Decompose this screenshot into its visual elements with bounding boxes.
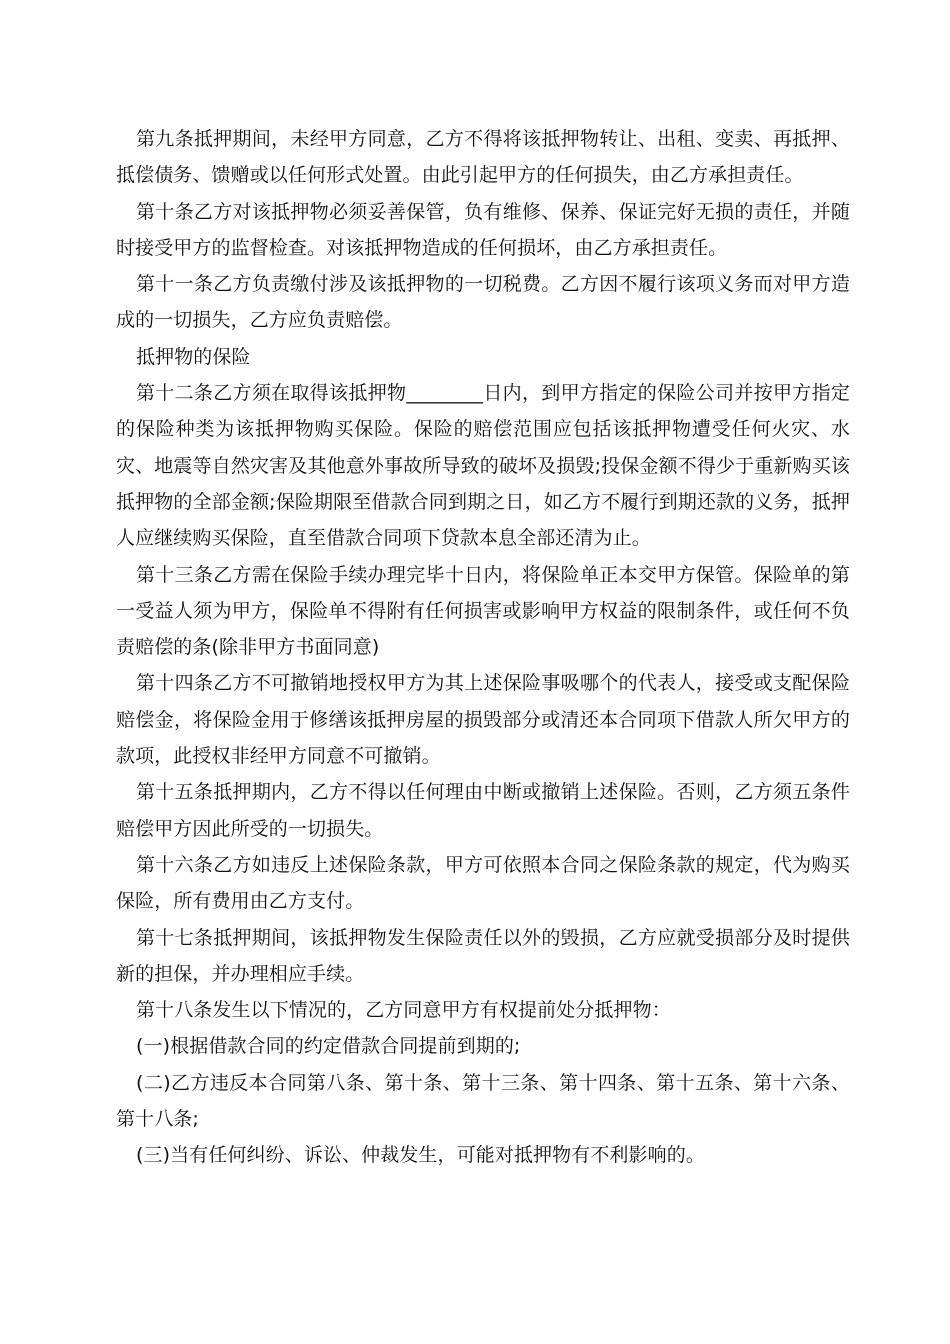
- article-18-item-1: (一)根据借款合同的约定借款合同提前到期的;: [136, 1035, 521, 1058]
- article-16: 第十六条乙方如违反上述保险条款，甲方可依照本合同之保险条款的规定，代为购买保险，所有费用由乙方支付。: [116, 853, 850, 913]
- article-13: 第十三条乙方需在保险手续办理完毕十日内，将保险单正本交甲方保管。保险单的第一受益人须为甲方，保险单不得附有任何损害或影响甲方权益的限制条件，或任何不负责赔偿的条(除非甲方书面同意): [116, 563, 850, 659]
- article-9: 第九条抵押期间，未经甲方同意，乙方不得将该抵押物转让、出租、变卖、再抵押、抵偿债务、馈赠或以任何形式处置。由此引起甲方的任何损失，由乙方承担责任。: [116, 128, 850, 187]
- article-18-item-3: (三)当有任何纠纷、诉讼、仲裁发生，可能对抵押物有不利影响的。: [136, 1144, 705, 1167]
- article-11: 第十一条乙方负责缴付涉及该抵押物的一切税费。乙方因不履行该项义务而对甲方造成的一切损失，乙方应负责赔偿。: [116, 273, 850, 332]
- article-12: 第十二条乙方须在取得该抵押物________日内，到甲方指定的保险公司并按甲方指定的保险种类为该抵押物购买保险。保险的赔偿范围应包括该抵押物遭受任何火灾、水灾、地震等自然灾害及其他意外事故所导致的破坏及损毁;投保金额不得少于重新购买该抵押物的全部金额;保险期限至借款合同到期之日，如乙方不履行到期还款的义务，抵押人应继续购买保险，直至借款合同项下贷款本息全部还清为止。: [116, 382, 850, 550]
- article-17: 第十七条抵押期间，该抵押物发生保险责任以外的毁损，乙方应就受损部分及时提供新的担保，并办理相应手续。: [116, 926, 850, 985]
- article-15: 第十五条抵押期内，乙方不得以任何理由中断或撤销上述保险。否则，乙方须五条件赔偿甲方因此所受的一切损失。: [116, 781, 850, 840]
- article-10: 第十条乙方对该抵押物必须妥善保管，负有维修、保养、保证完好无损的责任，并随时接受甲方的监督检查。对该抵押物造成的任何损坏，由乙方承担责任。: [116, 200, 850, 259]
- section-heading-insurance: 抵押物的保险: [136, 345, 251, 368]
- article-18-item-2: (二)乙方违反本合同第八条、第十条、第十三条、第十四条、第十五条、第十六条、第十八条;: [116, 1071, 850, 1131]
- article-18: 第十八条发生以下情况的，乙方同意甲方有权提前处分抵押物：: [136, 999, 671, 1022]
- document-body: [116, 121, 850, 1174]
- article-14: 第十四条乙方不可撤销地授权甲方为其上述保险事吸哪个的代表人，接受或支配保险赔偿金，将保险金用于修缮该抵押房屋的损毁部分或清还本合同项下借款人所欠甲方的款项，此授权非经甲方同意不可撤销。: [116, 672, 850, 768]
